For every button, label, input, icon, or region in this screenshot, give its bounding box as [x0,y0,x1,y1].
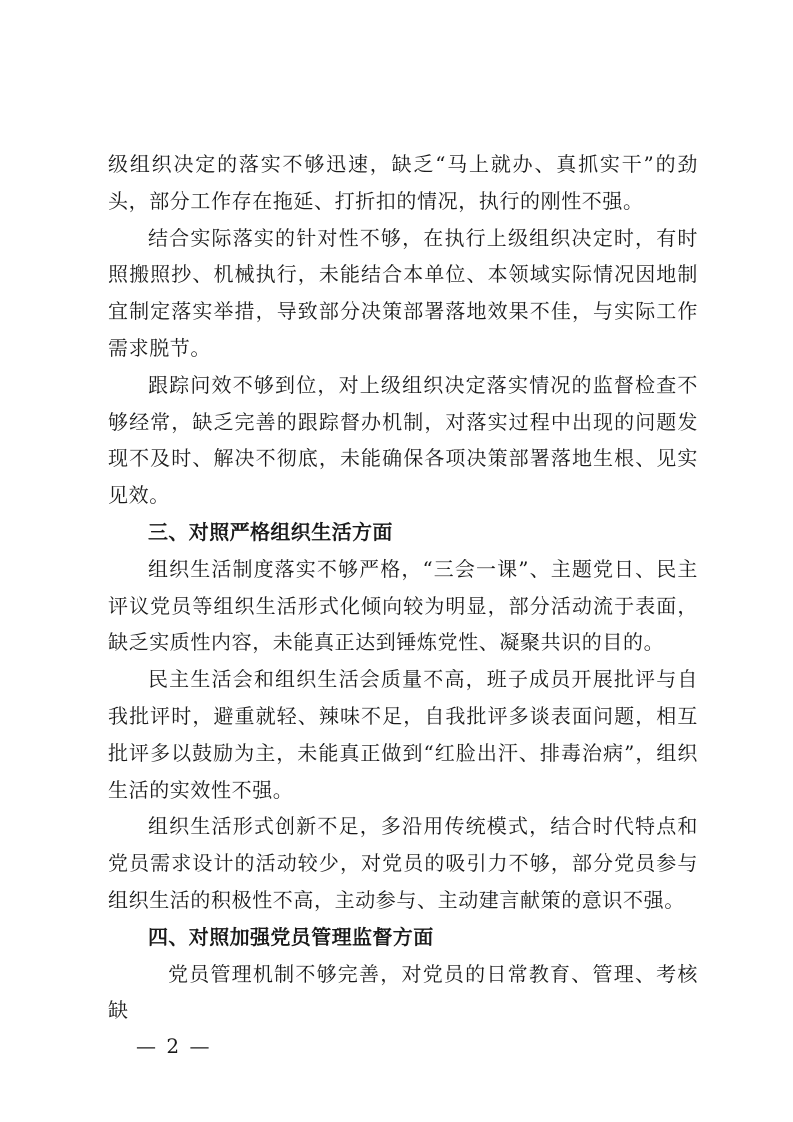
document-body [108,146,698,1029]
paragraph-democratic-life-meeting: 民主生活会和组织生活会质量不高，班子成员开展批评与自我批评时，避重就轻、辣味不足，自我批评多谈表面问题，相互批评多以鼓励为主，未能真正做到“红脸出汗、排毒治病”，组织生活的实效性不强。 [108,667,698,802]
paragraph-management-mechanism: 党员管理机制不够完善，对党员的日常教育、管理、考核缺 [108,961,698,1023]
paragraph-follow-up: 跟踪问效不够到位，对上级组织决定落实情况的监督检查不够经常，缺乏完善的跟踪督办机制，对落实过程中出现的问题发现不及时、解决不彻底，未能确保各项决策部署落地生根、见实见效。 [108,372,698,508]
page-number: — 2 — [136,1034,212,1058]
paragraph-targeting: 结合实际落实的针对性不够，在执行上级组织决定时，有时照搬照抄、机械执行，未能结合本单位、本领域实际情况因地制宜制定落实举措，导致部分决策部署落地效果不佳，与实际工作需求脱节。 [108,225,698,360]
paragraph-form-innovation: 组织生活形式创新不足，多沿用传统模式，结合时代特点和党员需求设计的活动较少，对党员的吸引力不够，部分党员参与组织生活的积极性不高，主动参与、主动建言献策的意识不强。 [108,814,698,912]
paragraph-continuation: 级组织决定的落实不够迅速，缺乏“马上就办、真抓实干”的劲头，部分工作存在拖延、打折扣的情况，执行的刚性不强。 [108,152,698,213]
section-heading-organizational-life: 三、对照严格组织生活方面 [148,519,393,544]
paragraph-system-implementation: 组织生活制度落实不够严格，“三会一课”、主题党日、民主评议党员等组织生活形式化倾向较为明显，部分活动流于表面，缺乏实质性内容，未能真正达到锤炼党性、凝聚共识的目的。 [108,556,698,655]
section-heading-member-management: 四、对照加强党员管理监督方面 [148,924,434,949]
